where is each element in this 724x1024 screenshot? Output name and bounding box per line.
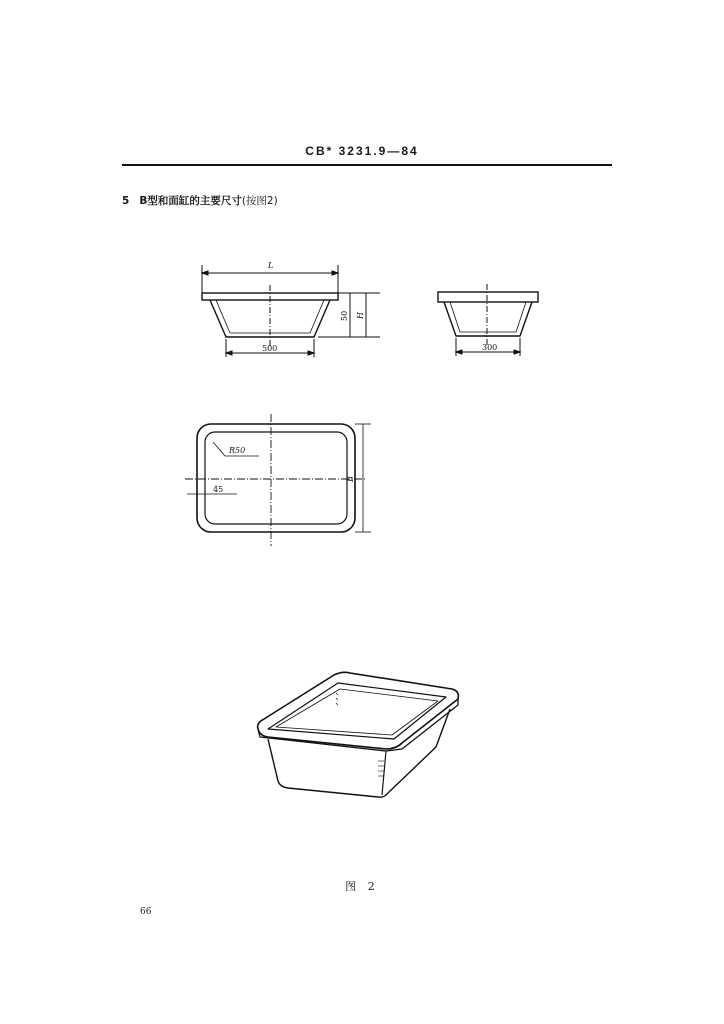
side-view-drawing — [430, 280, 550, 360]
front-length-label: L — [268, 261, 274, 270]
front-rim-label: 50 — [340, 310, 349, 321]
standard-code: CB* 3231.9—84 — [305, 144, 419, 158]
plan-rim-label: 45 — [213, 485, 224, 494]
plan-view-drawing — [183, 412, 373, 552]
section-heading — [122, 193, 278, 208]
plan-radius-label: R50 — [229, 446, 246, 455]
figure-caption: 图 2 — [345, 880, 379, 893]
side-bottom-width-label: 300 — [482, 343, 498, 352]
section-note: (按图2) — [241, 195, 278, 207]
header-rule — [122, 164, 612, 166]
plan-width-label: B — [346, 476, 355, 482]
perspective-drawing — [250, 665, 470, 805]
front-view-drawing — [190, 255, 390, 365]
section-number: 5 — [122, 195, 130, 207]
page-number: 66 — [140, 907, 152, 917]
front-depth-label: H — [356, 312, 365, 319]
front-bottom-width-label: 500 — [262, 344, 278, 353]
section-title: B型和面缸的主要尺寸 — [139, 195, 242, 207]
